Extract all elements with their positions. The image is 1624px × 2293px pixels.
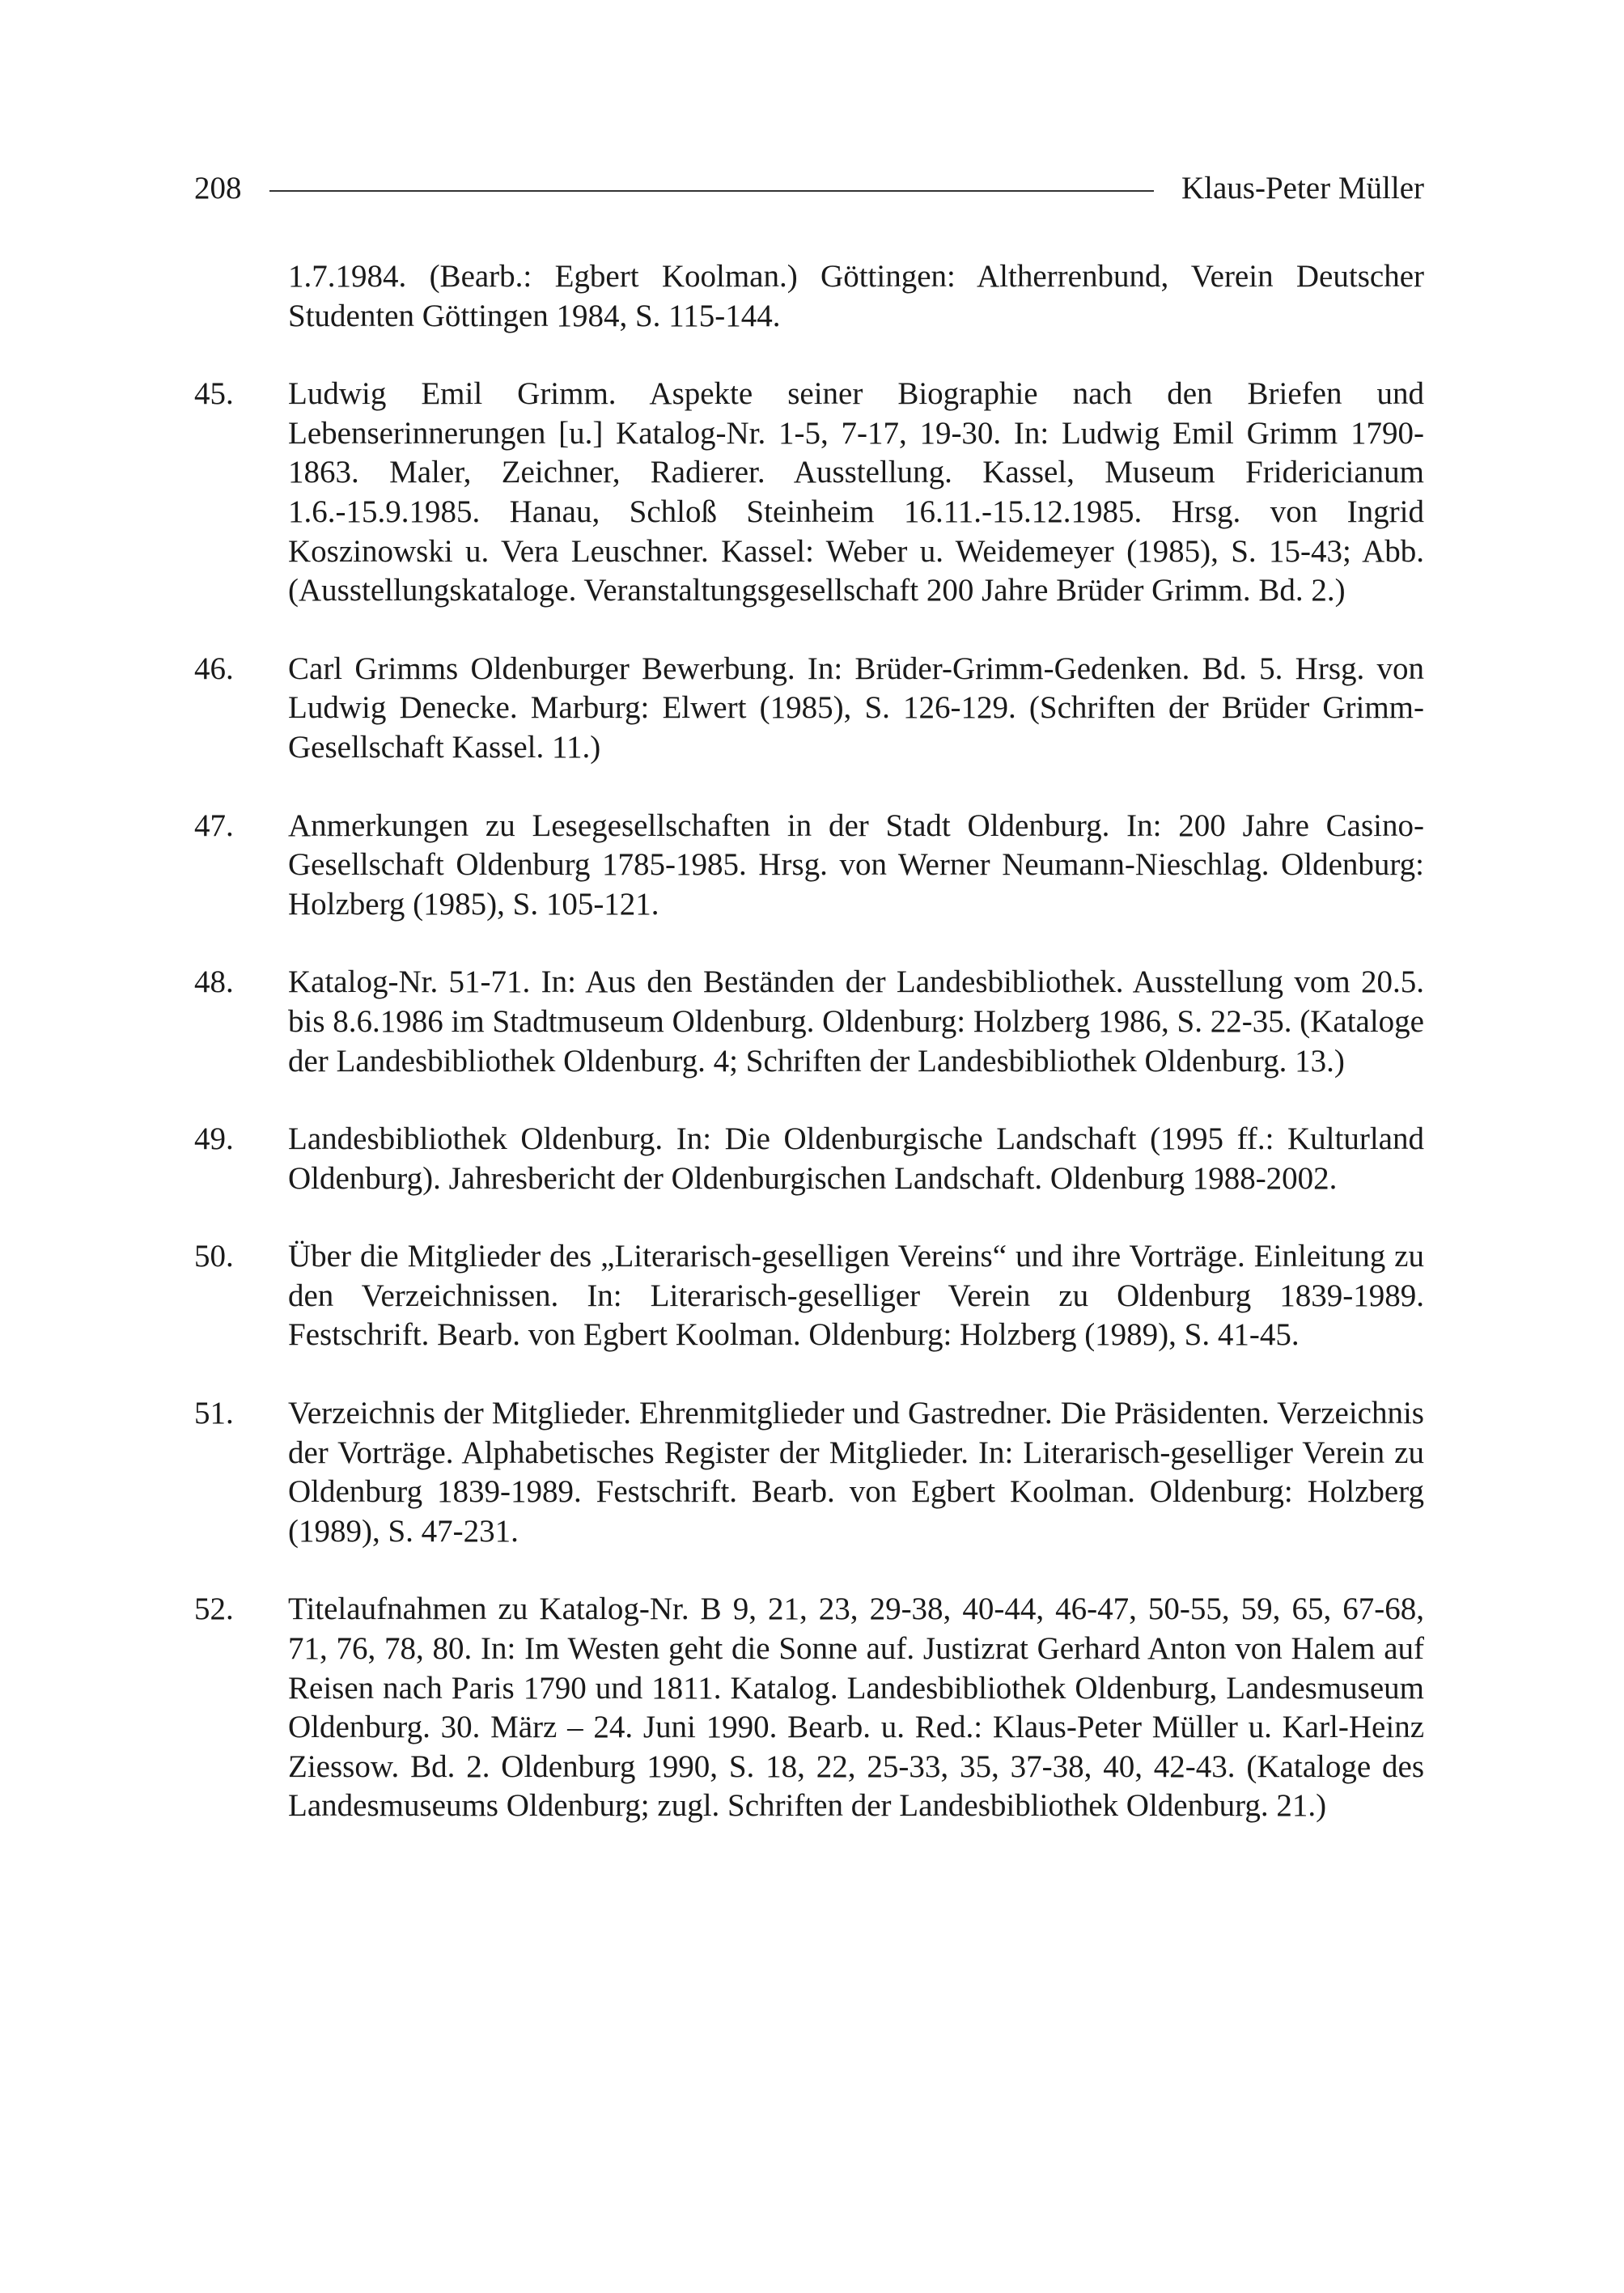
entry-number: 52. [194,1592,234,1627]
entry-text: Carl Grimms Oldenburger Bewerbung. In: Brüder-Grimm-Gedenken. Bd. 5. Hrsg. von Ludwig Denecke. Marburg: Elwert (1985), S. 126-129. (Schriften der Brüder Grimm-Gesellschaft Kassel. 11.) [288,651,1424,765]
entry-number: 49. [194,1121,234,1157]
entry-text: Über die Mitglieder des „Literarisch-geselligen Vereins“ und ihre Vorträge. Einleitung zu den Verzeichnissen. In: Literarisch-geselliger Verein zu Oldenburg 1839-1989. Festschrift. Bearb. von Egbert Koolman. Oldenburg: Holzberg (1989), S. 41-45. [288,1239,1424,1353]
bibliography-entry-45 [194,375,1424,611]
header-rule [269,190,1154,192]
bibliography-entry-52 [194,1590,1424,1826]
header-author: Klaus-Peter Müller [1181,170,1424,206]
entry-text: Anmerkungen zu Lesegesellschaften in der Stadt Oldenburg. In: 200 Jahre Casino-Gesellschaft Oldenburg 1785-1985. Hrsg. von Werner Neumann-Nieschlag. Oldenburg: Holzberg (1985), S. 105-121. [288,807,1424,922]
bibliography-entry-50 [194,1237,1424,1355]
bibliography-entry-51 [194,1394,1424,1551]
entry-number: 47. [194,807,234,843]
entry-number: 46. [194,651,234,686]
bibliography-entry-47 [194,807,1424,925]
entry-text: Landesbibliothek Oldenburg. In: Die Oldenburgische Landschaft (1995 ff.: Kulturland Oldenburg). Jahresbericht der Oldenburgischen Landschaft. Oldenburg 1988-2002. [288,1121,1424,1196]
entry-text: Titelaufnahmen zu Katalog-Nr. B 9, 21, 23, 29-38, 40-44, 46-47, 50-55, 59, 65, 67-68, 71, 76, 78, 80. In: Im Westen geht die Sonne auf. Justizrat Gerhard Anton von Halem auf Reisen nach Paris 1790 und 1811. Katalog. Landesbibliothek Oldenburg, Landesmuseum Oldenburg. 30. März – 24. Juni 1990. Bearb. u. Red.: Klaus-Peter Müller u. Karl-Heinz Ziessow. Bd. 2. Oldenburg 1990, S. 18, 22, 25-33, 35, 37-38, 40, 42-43. (Kataloge des Landesmuseums Oldenburg; zugl. Schriften der Landesbibliothek Oldenburg. 21.) [288,1592,1424,1824]
entry-continuation: 1.7.1984. (Bearb.: Egbert Koolman.) Göttingen: Altherrenbund, Verein Deutscher Studenten Göttingen 1984, S. 115-144. [288,259,1424,333]
entry-number: 50. [194,1239,234,1274]
entry-text: Katalog-Nr. 51-71. In: Aus den Beständen der Landesbibliothek. Ausstellung vom 20.5. bis 8.6.1986 im Stadtmuseum Oldenburg. Oldenburg: Holzberg 1986, S. 22-35. (Kataloge der Landesbibliothek Oldenburg. 4; Schriften der Landesbibliothek Oldenburg. 13.) [288,964,1424,1079]
running-header [194,165,1424,210]
entry-text: Ludwig Emil Grimm. Aspekte seiner Biographie nach den Briefen und Lebenserinnerungen [u.] Katalog-Nr. 1-5, 7-17, 19-30. In: Ludwig Emil Grimm 1790-1863. Maler, Zeichner, Radierer. Ausstellung. Kassel, Museum Fridericianum 1.6.-15.9.1985. Hanau, Schloß Steinheim 16.11.-15.12.1985. Hrsg. von Ingrid Koszinowski u. Vera Leuschner. Kassel: Weber u. Weidemeyer (1985), S. 15-43; Abb. (Ausstellungskataloge. Veranstaltungsgesellschaft 200 Jahre Brüder Grimm. Bd. 2.) [288,376,1424,608]
entry-number: 51. [194,1396,234,1431]
page-number: 208 [194,170,242,206]
bibliography-entry-49 [194,1120,1424,1198]
bibliography-list [194,257,1424,1826]
entry-number: 45. [194,376,234,412]
bibliography-entry-46 [194,650,1424,768]
entry-text: Verzeichnis der Mitglieder. Ehrenmitglieder und Gastredner. Die Präsidenten. Verzeichnis der Vorträge. Alphabetisches Register der Mitglieder. In: Literarisch-geselliger Verein zu Oldenburg 1839-1989. Festschrift. Bearb. von Egbert Koolman. Oldenburg: Holzberg (1989), S. 47-231. [288,1396,1424,1549]
bibliography-entry-48 [194,963,1424,1081]
entry-number: 48. [194,964,234,1000]
